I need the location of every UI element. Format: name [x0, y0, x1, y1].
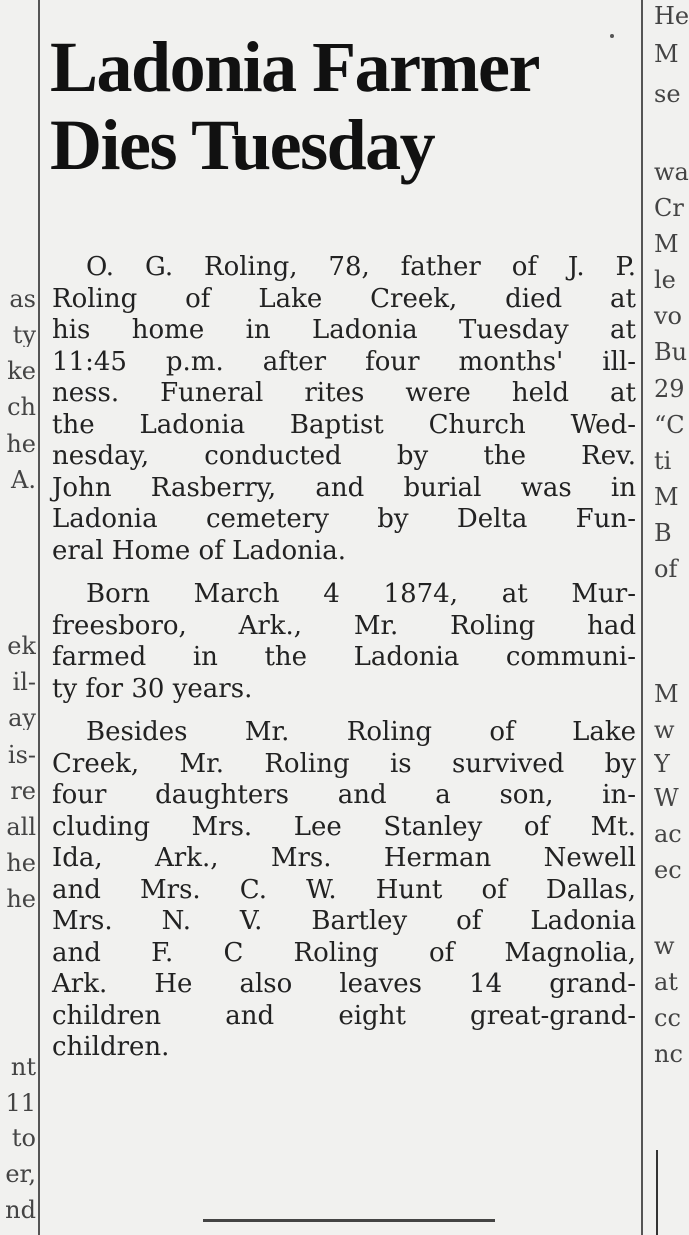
left-column-fragment: is- [7, 743, 36, 767]
column-rule-left [38, 0, 40, 1235]
article-line: John Rasberry, and burial was in [52, 472, 636, 503]
right-column-fragment: M [654, 232, 679, 256]
article-line: Mrs. N. V. Bartley of Ladonia [52, 906, 636, 936]
left-column-fragment: ch [7, 395, 36, 419]
article-line: children. [52, 1032, 170, 1062]
article-end-rule [203, 1219, 495, 1222]
article-line: freesboro, Ark., Mr. Roling had [52, 610, 636, 641]
article-line: ness. Funeral rites were held at [52, 378, 636, 408]
left-column-fragment: nd [5, 1198, 36, 1222]
right-column-fragment: ac [654, 822, 682, 846]
left-column-fragment: he [6, 851, 36, 875]
right-column-fragment: w [654, 718, 675, 742]
headline-line-2: Dies Tuesday [50, 105, 435, 185]
left-column-fragment: er, [5, 1162, 36, 1186]
article-body [52, 252, 636, 1076]
column-rule-far-right [656, 1150, 658, 1235]
left-column-fragment: ek [7, 634, 36, 658]
article-line: O. G. Roling, 78, father of J. P. [86, 252, 636, 282]
right-column-fragment: le [654, 268, 676, 292]
paragraph-3 [52, 717, 636, 1064]
article-line: the Ladonia Baptist Church Wed- [52, 409, 636, 440]
right-column-fragment: M [654, 682, 679, 706]
article-line: Besides Mr. Roling of Lake [86, 717, 636, 747]
paragraph-1 [52, 252, 636, 567]
article-line: Born March 4 1874, at Mur- [86, 579, 636, 609]
article-line: and F. C Roling of Magnolia, [52, 937, 636, 968]
right-column-fragment: ti [654, 449, 672, 473]
right-column-fragment: 29 [654, 377, 685, 401]
right-column-fragment: se [654, 82, 681, 106]
article-line: cluding Mrs. Lee Stanley of Mt. [52, 811, 636, 842]
right-column-fragment: “C [654, 413, 685, 437]
article-line: Ark. He also leaves 14 grand- [52, 969, 636, 999]
right-column-fragment: nc [654, 1042, 683, 1066]
right-column-fragment: M [654, 485, 679, 509]
article-line: his home in Ladonia Tuesday at [52, 315, 636, 345]
left-column-fragment: he [6, 432, 36, 456]
headline-line-1: Ladonia Farmer [50, 27, 539, 107]
left-column-fragment: ke [7, 359, 36, 383]
article-line: Ladonia cemetery by Delta Fun- [52, 504, 636, 534]
right-column-fragment: Y [654, 752, 670, 776]
left-column-fragment: il- [12, 670, 36, 694]
right-column-fragment: wa [654, 160, 689, 184]
paragraph-2 [52, 579, 636, 705]
article-line: four daughters and a son, in- [52, 780, 636, 810]
right-column-fragment: cc [654, 1006, 681, 1030]
left-column-fragment: A. [11, 468, 36, 492]
article-line: ty for 30 years. [52, 673, 253, 704]
article-line: Ida, Ark., Mrs. Herman Newell [52, 843, 636, 873]
right-column-fragment: Bu [654, 340, 688, 364]
right-column-fragment: at [654, 970, 678, 994]
left-column-fragment: ay [8, 706, 36, 730]
left-column-fragment: 11 [5, 1091, 36, 1115]
right-column-fragment: B [654, 521, 672, 545]
right-column-fragment: of [654, 557, 678, 581]
right-column-fragment: W [654, 786, 679, 810]
article-line: nesday, conducted by the Rev. [52, 441, 636, 471]
article-line: 11:45 p.m. after four months' ill- [52, 346, 636, 377]
left-column-fragment: as [9, 287, 36, 311]
column-rule-right [641, 0, 643, 1235]
article-line: Roling of Lake Creek, died at [52, 283, 636, 314]
left-column-fragment: to [11, 1126, 36, 1150]
article-line: children and eight great-grand- [52, 1000, 636, 1031]
article-line: farmed in the Ladonia communi- [52, 642, 636, 672]
left-column-fragment: re [10, 779, 36, 803]
left-column-fragment: ty [12, 323, 36, 347]
article-line: eral Home of Ladonia. [52, 535, 346, 566]
right-column-fragment: He [654, 4, 689, 28]
left-column-fragment: he [6, 887, 36, 911]
right-column-fragment: M [654, 42, 679, 66]
right-column-fragment: w [654, 934, 675, 958]
article-line: Creek, Mr. Roling is survived by [52, 748, 636, 779]
right-column-fragment: ec [654, 858, 682, 882]
right-column-fragment: vo [654, 304, 683, 328]
right-column-fragment: Cr [654, 196, 684, 220]
left-column-fragment: all [6, 815, 36, 839]
headline [50, 28, 635, 184]
article-line: and Mrs. C. W. Hunt of Dallas, [52, 874, 636, 905]
left-column-fragment: nt [10, 1055, 36, 1079]
